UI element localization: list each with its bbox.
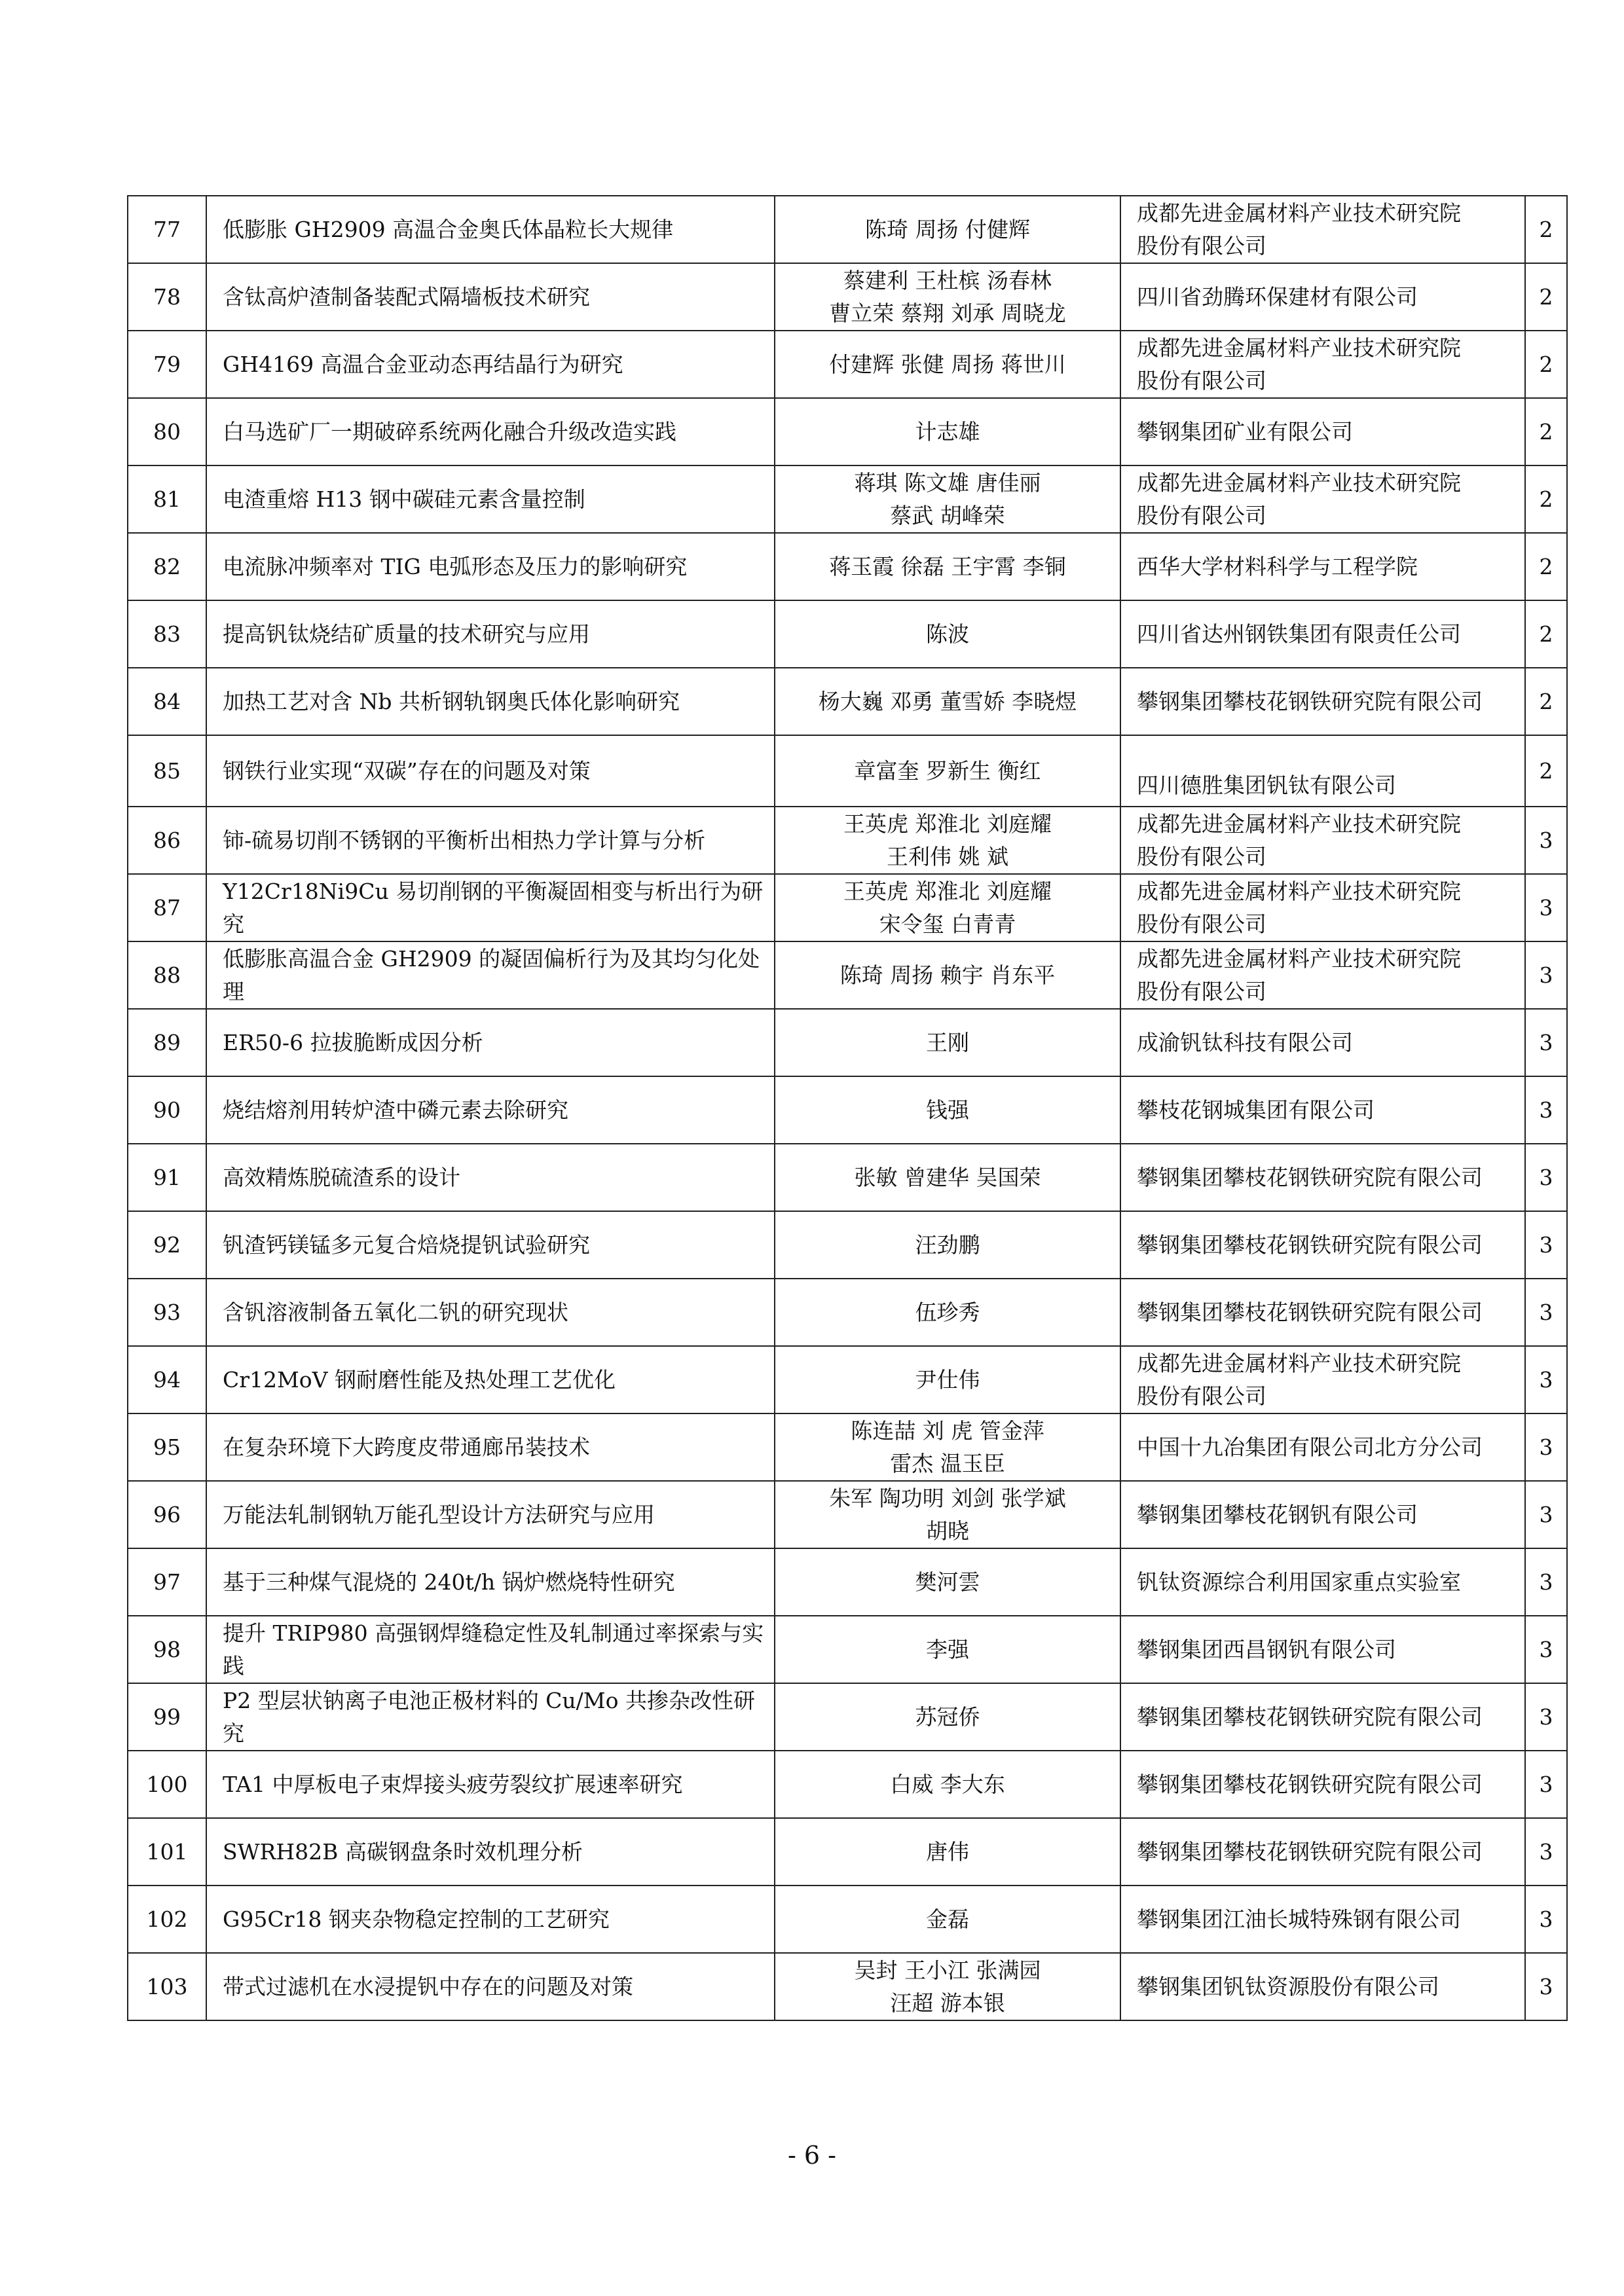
award-grade-cell: 2	[1525, 533, 1567, 600]
award-grade-cell: 3	[1525, 1683, 1567, 1751]
organization-line: 股份有限公司	[1137, 911, 1266, 937]
paper-title-cell: Y12Cr18Ni9Cu 易切削钢的平衡凝固相变与析出行为研究	[206, 874, 775, 941]
paper-title-cell: 低膨胀 GH2909 高温合金奥氏体晶粒长大规律	[206, 196, 775, 263]
award-grade-cell: 3	[1525, 874, 1567, 941]
authors-cell	[775, 1886, 1120, 1953]
row-number-cell: 96	[128, 1481, 206, 1548]
organization-line: 股份有限公司	[1137, 367, 1266, 393]
row-number-cell: 82	[128, 533, 206, 600]
row-number-cell: 78	[128, 263, 206, 331]
authors-cell	[775, 1616, 1120, 1683]
page-number: - 6 -	[787, 2141, 836, 2170]
authors-cell	[775, 1346, 1120, 1413]
paper-title-cell: 钢铁行业实现“双碳”存在的问题及对策	[206, 735, 775, 807]
table-row	[128, 1413, 1567, 1481]
organization-line: 攀钢集团攀枝花钢铁研究院有限公司	[1137, 1164, 1483, 1190]
award-grade-cell: 2	[1525, 735, 1567, 807]
authors-cell	[775, 668, 1120, 735]
award-grade-cell: 3	[1525, 941, 1567, 1009]
organization-line: 股份有限公司	[1137, 232, 1266, 259]
organization-cell	[1120, 1616, 1525, 1683]
table-row	[128, 1751, 1567, 1818]
award-grade-cell: 3	[1525, 1144, 1567, 1211]
paper-title-cell: TA1 中厚板电子束焊接头疲劳裂纹扩展速率研究	[206, 1751, 775, 1818]
paper-award-table	[127, 195, 1568, 2021]
author-line: 汪劲鹏	[915, 1231, 980, 1258]
table-row	[128, 1211, 1567, 1279]
author-line: 陈琦 周扬 赖宇 肖东平	[840, 962, 1056, 988]
table-row	[128, 1818, 1567, 1886]
author-line: 王英虎 郑淮北 刘庭耀	[843, 811, 1052, 837]
award-grade-cell: 3	[1525, 1481, 1567, 1548]
organization-line: 成渝钒钛科技有限公司	[1137, 1029, 1353, 1055]
award-grade-cell: 3	[1525, 1009, 1567, 1076]
row-number-cell: 91	[128, 1144, 206, 1211]
award-grade-cell: 3	[1525, 1279, 1567, 1346]
award-grade-cell: 2	[1525, 465, 1567, 533]
award-grade-cell: 3	[1525, 1346, 1567, 1413]
authors-cell	[775, 1211, 1120, 1279]
paper-title-cell: G95Cr18 钢夹杂物稳定控制的工艺研究	[206, 1886, 775, 1953]
organization-line: 攀钢集团攀枝花钢铁研究院有限公司	[1137, 1231, 1483, 1258]
authors-cell	[775, 1279, 1120, 1346]
authors-cell	[775, 1481, 1120, 1548]
table-row	[128, 1548, 1567, 1616]
authors-cell	[775, 1548, 1120, 1616]
authors-cell	[775, 465, 1120, 533]
paper-title-cell: ER50-6 拉拔脆断成因分析	[206, 1009, 775, 1076]
authors-cell	[775, 1818, 1120, 1886]
row-number-cell: 83	[128, 600, 206, 668]
organization-line: 钒钛资源综合利用国家重点实验室	[1137, 1569, 1461, 1595]
authors-cell	[775, 874, 1120, 941]
author-line: 宋令玺 白青青	[879, 911, 1016, 937]
authors-cell	[775, 196, 1120, 263]
table-row	[128, 735, 1567, 807]
organization-cell	[1120, 533, 1525, 600]
award-grade-cell: 3	[1525, 1413, 1567, 1481]
organization-cell	[1120, 941, 1525, 1009]
author-line: 汪超 游本银	[890, 1990, 1005, 2016]
organization-cell	[1120, 1683, 1525, 1751]
author-line: 蒋琪 陈文雄 唐佳丽	[854, 469, 1041, 496]
award-grade-cell: 3	[1525, 1076, 1567, 1144]
organization-line: 攀钢集团矿业有限公司	[1137, 418, 1353, 445]
row-number-cell: 94	[128, 1346, 206, 1413]
author-line: 付建辉 张健 周扬 蒋世川	[829, 351, 1066, 377]
organization-cell	[1120, 1818, 1525, 1886]
authors-cell	[775, 1953, 1120, 2020]
paper-title-cell: 在复杂环境下大跨度皮带通廊吊装技术	[206, 1413, 775, 1481]
paper-title-cell: 基于三种煤气混烧的 240t/h 锅炉燃烧特性研究	[206, 1548, 775, 1616]
organization-cell	[1120, 1144, 1525, 1211]
organization-cell	[1120, 331, 1525, 398]
author-line: 朱军 陶功明 刘剑 张学斌	[829, 1485, 1066, 1511]
paper-title-cell: 白马选矿厂一期破碎系统两化融合升级改造实践	[206, 398, 775, 465]
paper-title-cell: SWRH82B 高碳钢盘条时效机理分析	[206, 1818, 775, 1886]
table-row	[128, 1481, 1567, 1548]
table-row	[128, 1009, 1567, 1076]
authors-cell	[775, 1009, 1120, 1076]
author-line: 钱强	[926, 1097, 969, 1123]
award-grade-cell: 3	[1525, 1211, 1567, 1279]
author-line: 李强	[926, 1636, 969, 1662]
authors-cell	[775, 1076, 1120, 1144]
author-line: 蔡建利 王杜槟 汤春林	[843, 267, 1052, 293]
table-row	[128, 668, 1567, 735]
row-number-cell: 98	[128, 1616, 206, 1683]
organization-cell	[1120, 1076, 1525, 1144]
row-number-cell: 90	[128, 1076, 206, 1144]
organization-line: 成都先进金属材料产业技术研究院	[1137, 811, 1461, 837]
paper-title-cell: 钒渣钙镁锰多元复合焙烧提钒试验研究	[206, 1211, 775, 1279]
row-number-cell: 79	[128, 331, 206, 398]
author-line: 杨大巍 邓勇 董雪娇 李晓煜	[818, 688, 1077, 714]
organization-line: 成都先进金属材料产业技术研究院	[1137, 469, 1461, 496]
award-grade-cell: 2	[1525, 263, 1567, 331]
table-row	[128, 263, 1567, 331]
table-row	[128, 1886, 1567, 1953]
authors-cell	[775, 735, 1120, 807]
row-number-cell: 88	[128, 941, 206, 1009]
author-line: 蔡武 胡峰荣	[890, 502, 1005, 528]
organization-line: 股份有限公司	[1137, 978, 1266, 1004]
author-line: 陈琦 周扬 付健辉	[865, 216, 1030, 242]
row-number-cell: 81	[128, 465, 206, 533]
table-row	[128, 1279, 1567, 1346]
paper-title-cell: 提高钒钛烧结矿质量的技术研究与应用	[206, 600, 775, 668]
organization-line: 攀钢集团攀枝花钢铁研究院有限公司	[1137, 1704, 1483, 1730]
paper-title-cell: 含钛高炉渣制备装配式隔墙板技术研究	[206, 263, 775, 331]
organization-cell	[1120, 600, 1525, 668]
organization-line: 股份有限公司	[1137, 502, 1266, 528]
table-row	[128, 1144, 1567, 1211]
row-number-cell: 89	[128, 1009, 206, 1076]
organization-cell	[1120, 1413, 1525, 1481]
award-grade-cell: 3	[1525, 1616, 1567, 1683]
organization-line: 攀钢集团攀枝花钢铁研究院有限公司	[1137, 1838, 1483, 1865]
table-row	[128, 600, 1567, 668]
author-line: 白威 李大东	[890, 1771, 1005, 1797]
row-number-cell: 101	[128, 1818, 206, 1886]
authors-cell	[775, 263, 1120, 331]
organization-cell	[1120, 1481, 1525, 1548]
table-body	[128, 196, 1567, 2020]
row-number-cell: 97	[128, 1548, 206, 1616]
author-line: 伍珍秀	[915, 1299, 980, 1325]
paper-title-cell: 电流脉冲频率对 TIG 电弧形态及压力的影响研究	[206, 533, 775, 600]
paper-title-cell: GH4169 高温合金亚动态再结晶行为研究	[206, 331, 775, 398]
award-grade-cell: 3	[1525, 1751, 1567, 1818]
author-line: 王刚	[926, 1029, 969, 1055]
author-line: 陈波	[926, 621, 969, 647]
authors-cell	[775, 533, 1120, 600]
authors-cell	[775, 1144, 1120, 1211]
paper-title-cell: 万能法轧制钢轨万能孔型设计方法研究与应用	[206, 1481, 775, 1548]
organization-line: 攀钢集团攀枝花钢铁研究院有限公司	[1137, 1771, 1483, 1797]
organization-cell	[1120, 874, 1525, 941]
table-row	[128, 807, 1567, 874]
row-number-cell: 100	[128, 1751, 206, 1818]
row-number-cell: 87	[128, 874, 206, 941]
award-grade-cell: 2	[1525, 668, 1567, 735]
author-line: 樊河雲	[915, 1569, 980, 1595]
row-number-cell: 86	[128, 807, 206, 874]
author-line: 金磊	[926, 1906, 969, 1932]
organization-cell	[1120, 807, 1525, 874]
organization-cell	[1120, 1346, 1525, 1413]
organization-line: 攀钢集团攀枝花钢铁研究院有限公司	[1137, 1299, 1483, 1325]
organization-cell	[1120, 1953, 1525, 2020]
award-grade-cell: 3	[1525, 1886, 1567, 1953]
author-line: 张敏 曾建华 吴国荣	[854, 1164, 1041, 1190]
author-line: 王英虎 郑淮北 刘庭耀	[843, 878, 1052, 904]
table-row	[128, 941, 1567, 1009]
organization-line: 成都先进金属材料产业技术研究院	[1137, 878, 1461, 904]
authors-cell	[775, 398, 1120, 465]
award-grade-cell: 2	[1525, 600, 1567, 668]
author-line: 曹立荣 蔡翔 刘承 周晓龙	[829, 300, 1066, 326]
organization-cell	[1120, 668, 1525, 735]
organization-line: 成都先进金属材料产业技术研究院	[1137, 945, 1461, 972]
table-row	[128, 196, 1567, 263]
organization-line: 攀枝花钢城集团有限公司	[1137, 1097, 1375, 1123]
paper-title-cell: 提升 TRIP980 高强钢焊缝稳定性及轧制通过率探索与实践	[206, 1616, 775, 1683]
row-number-cell: 95	[128, 1413, 206, 1481]
authors-cell	[775, 941, 1120, 1009]
organization-cell	[1120, 1886, 1525, 1953]
author-line: 雷杰 温玉臣	[890, 1450, 1005, 1476]
organization-cell	[1120, 1279, 1525, 1346]
paper-title-cell: 低膨胀高温合金 GH2909 的凝固偏析行为及其均匀化处理	[206, 941, 775, 1009]
paper-title-cell: P2 型层状钠离子电池正极材料的 Cu/Mo 共掺杂改性研究	[206, 1683, 775, 1751]
organization-line: 四川省劲腾环保建材有限公司	[1137, 283, 1418, 310]
organization-cell	[1120, 1211, 1525, 1279]
organization-cell	[1120, 1751, 1525, 1818]
award-grade-cell: 2	[1525, 398, 1567, 465]
table-row	[128, 1616, 1567, 1683]
award-grade-cell: 3	[1525, 1548, 1567, 1616]
organization-cell	[1120, 1548, 1525, 1616]
award-grade-cell: 2	[1525, 196, 1567, 263]
paper-title-cell: 烧结熔剂用转炉渣中磷元素去除研究	[206, 1076, 775, 1144]
organization-cell	[1120, 263, 1525, 331]
organization-cell	[1120, 398, 1525, 465]
authors-cell	[775, 1751, 1120, 1818]
organization-line: 四川德胜集团钒钛有限公司	[1137, 773, 1396, 798]
author-line: 唐伟	[926, 1838, 969, 1865]
organization-line: 成都先进金属材料产业技术研究院	[1137, 1350, 1461, 1376]
authors-cell	[775, 1413, 1120, 1481]
author-line: 尹仕伟	[915, 1366, 980, 1393]
organization-line: 中国十九冶集团有限公司北方分公司	[1137, 1434, 1483, 1460]
paper-title-cell: 铈-硫易切削不锈钢的平衡析出相热力学计算与分析	[206, 807, 775, 874]
table-row	[128, 1346, 1567, 1413]
row-number-cell: 92	[128, 1211, 206, 1279]
author-line: 吴封 王小江 张满园	[854, 1957, 1041, 1983]
table-row	[128, 398, 1567, 465]
row-number-cell: 93	[128, 1279, 206, 1346]
author-line: 章富奎 罗新生 衡红	[854, 757, 1041, 784]
organization-line: 攀钢集团攀枝花钢铁研究院有限公司	[1137, 688, 1483, 714]
row-number-cell: 85	[128, 735, 206, 807]
paper-title-cell: 电渣重熔 H13 钢中碳硅元素含量控制	[206, 465, 775, 533]
award-grade-cell: 3	[1525, 1953, 1567, 2020]
award-grade-cell: 2	[1525, 331, 1567, 398]
organization-line: 攀钢集团攀枝花钢钒有限公司	[1137, 1501, 1418, 1527]
row-number-cell: 80	[128, 398, 206, 465]
organization-line: 股份有限公司	[1137, 843, 1266, 869]
table-row	[128, 465, 1567, 533]
table-row	[128, 331, 1567, 398]
paper-title-cell: 高效精炼脱硫渣系的设计	[206, 1144, 775, 1211]
paper-title-cell: 含钒溶液制备五氧化二钒的研究现状	[206, 1279, 775, 1346]
organization-line: 成都先进金属材料产业技术研究院	[1137, 200, 1461, 226]
row-number-cell: 84	[128, 668, 206, 735]
organization-line: 成都先进金属材料产业技术研究院	[1137, 335, 1461, 361]
table-row	[128, 1076, 1567, 1144]
organization-line: 西华大学材料科学与工程学院	[1137, 553, 1418, 579]
organization-line: 股份有限公司	[1137, 1383, 1266, 1409]
row-number-cell: 99	[128, 1683, 206, 1751]
organization-line: 攀钢集团江油长城特殊钢有限公司	[1137, 1906, 1461, 1932]
organization-cell	[1120, 735, 1525, 807]
row-number-cell: 103	[128, 1953, 206, 2020]
author-line: 苏冠侨	[915, 1704, 980, 1730]
paper-title-cell: 带式过滤机在水浸提钒中存在的问题及对策	[206, 1953, 775, 2020]
authors-cell	[775, 807, 1120, 874]
organization-line: 攀钢集团钒钛资源股份有限公司	[1137, 1973, 1439, 1999]
organization-line: 攀钢集团西昌钢钒有限公司	[1137, 1636, 1396, 1662]
award-grade-cell: 3	[1525, 1818, 1567, 1886]
award-grade-cell: 3	[1525, 807, 1567, 874]
organization-line: 四川省达州钢铁集团有限责任公司	[1137, 621, 1461, 647]
author-line: 王利伟 姚 斌	[887, 843, 1008, 869]
row-number-cell: 77	[128, 196, 206, 263]
paper-title-cell: 加热工艺对含 Nb 共析钢轨钢奥氏体化影响研究	[206, 668, 775, 735]
organization-cell	[1120, 1009, 1525, 1076]
author-line: 陈连喆 刘 虎 管金萍	[851, 1417, 1044, 1444]
author-line: 蒋玉霞 徐磊 王宇霄 李铜	[829, 553, 1066, 579]
organization-cell	[1120, 196, 1525, 263]
authors-cell	[775, 1683, 1120, 1751]
table-row	[128, 1683, 1567, 1751]
table-row	[128, 533, 1567, 600]
authors-cell	[775, 600, 1120, 668]
table-row	[128, 1953, 1567, 2020]
row-number-cell: 102	[128, 1886, 206, 1953]
table-row	[128, 874, 1567, 941]
paper-title-cell: Cr12MoV 钢耐磨性能及热处理工艺优化	[206, 1346, 775, 1413]
author-line: 计志雄	[915, 418, 980, 445]
author-line: 胡晓	[926, 1518, 969, 1544]
authors-cell	[775, 331, 1120, 398]
organization-cell	[1120, 465, 1525, 533]
